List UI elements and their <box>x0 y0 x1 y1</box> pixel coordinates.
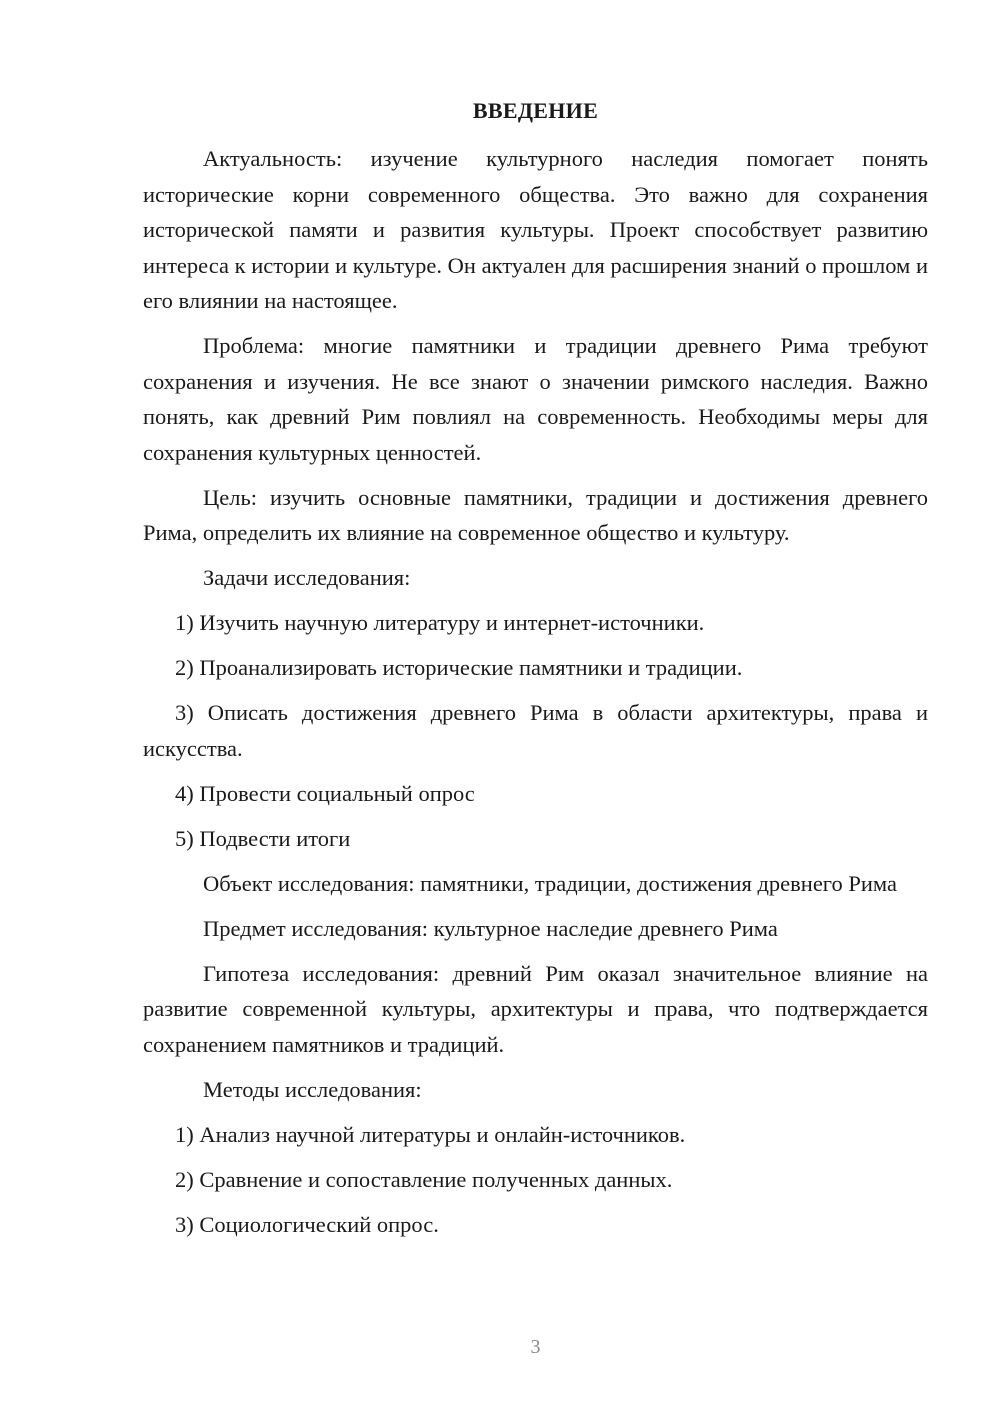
page-number: 3 <box>530 1336 541 1358</box>
heading-methods: Методы исследования: <box>203 1076 422 1102</box>
method-item-3: 3) Социологический опрос. <box>175 1211 439 1237</box>
paragraph-subject: Предмет исследования: культурное наследие древнего Рима <box>203 915 778 941</box>
method-item-2: 2) Сравнение и сопоставление полученных данных. <box>175 1166 673 1192</box>
task-item-1: 1) Изучить научную литературу и интернет-источники. <box>175 610 705 635</box>
task-item-3: 3) Описать достижения древнего Рима в области архитектуры, права и искусства. <box>143 700 928 761</box>
paragraph-goal: Цель: изучить основные памятники, традиции и достижения древнего Рима, определить их влияние на современное общество и культуру. <box>143 484 928 545</box>
paragraph-hypothesis: Гипотеза исследования: древний Рим оказал значительное влияние на развитие современной культуры, архитектуры и права, что подтверждается сохранением памятников и традиций. <box>143 960 928 1057</box>
heading-tasks: Задачи исследования: <box>203 565 411 590</box>
method-item-1: 1) Анализ научной литературы и онлайн-источников. <box>175 1121 686 1147</box>
paragraph-relevance: Актуальность: изучение культурного наследия помогает понять исторические корни современного общества. Это важно для сохранения исторической памяти и развития культуры. Проект способствует развитию интереса к истории и культуре. Он актуален для расширения знаний о прошлом и его влиянии на настоящее. <box>143 146 928 313</box>
document-body <box>143 141 928 1252</box>
paragraph-problem: Проблема: многие памятники и традиции древнего Рима требуют сохранения и изучения. Не все знают о значении римского наследия. Важно понять, как древний Рим повлиял на современность. Необходимы меры для сохранения культурных ценностей. <box>143 333 928 465</box>
document-page <box>143 0 928 1414</box>
task-item-2: 2) Проанализировать исторические памятники и традиции. <box>175 655 743 680</box>
task-item-4: 4) Провести социальный опрос <box>175 780 475 806</box>
paragraph-object: Объект исследования: памятники, традиции, достижения древнего Рима <box>203 870 897 896</box>
page-title: ВВЕДЕНИЕ <box>472 98 599 123</box>
task-item-5: 5) Подвести итоги <box>175 825 351 851</box>
